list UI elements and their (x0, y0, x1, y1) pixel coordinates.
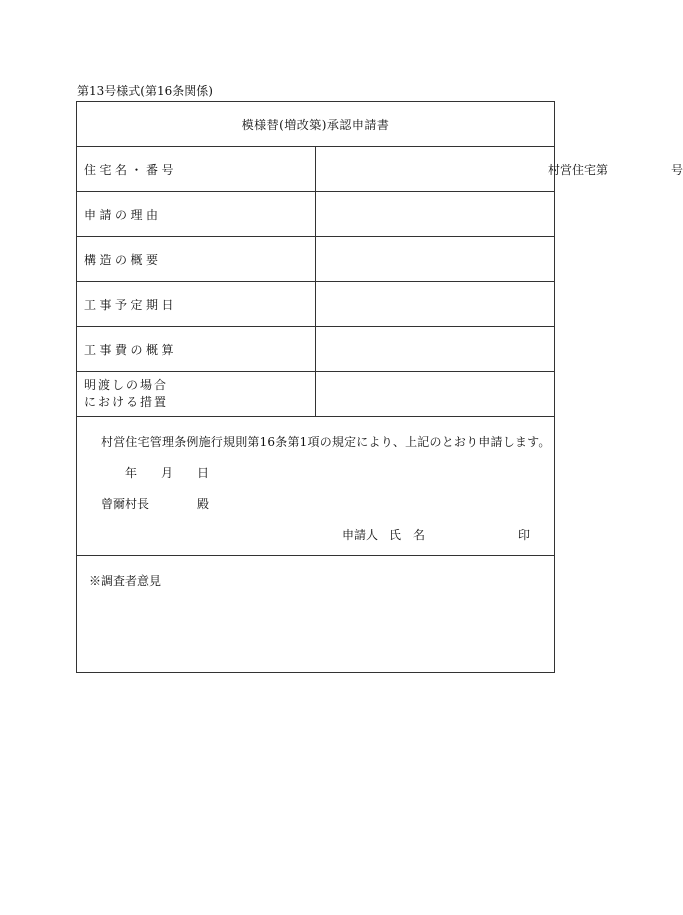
label-scheduled-date: 工事予定期日 (77, 282, 316, 327)
value-scheduled-date[interactable] (316, 282, 555, 327)
addressee-name: 曾爾村長 (101, 497, 150, 511)
housing-prefix: 村営住宅第 (548, 163, 609, 177)
housing-number-field (316, 147, 683, 191)
value-structure-summary[interactable] (316, 237, 555, 282)
label-reason: 申請の理由 (77, 192, 316, 237)
application-form (76, 101, 683, 673)
addressee-line (101, 495, 210, 512)
declaration-row (77, 417, 555, 556)
value-housing-name-number[interactable] (316, 147, 683, 192)
form-row-schedule (77, 282, 555, 327)
declaration-statement: 村営住宅管理条例施行規則第16条第1項の規定により、上記のとおり申請します。 (101, 435, 551, 449)
surveyor-remarks-label: ※調査者意見 (89, 574, 162, 588)
remarks-row (77, 556, 555, 673)
form-row-housing (77, 147, 555, 192)
label-evacuation-line-2: における措置 (84, 395, 169, 409)
surveyor-remarks-section[interactable] (77, 556, 555, 673)
day-label: 日 (197, 466, 210, 480)
month-label: 月 (161, 466, 174, 480)
form-row-structure (77, 237, 555, 282)
label-evacuation-line-1: 明渡しの場合 (84, 378, 169, 392)
form-title: 模様替(増改築)承認申請書 (77, 102, 555, 147)
value-cost-estimate[interactable] (316, 327, 555, 372)
form-number: 第13号様式(第16条関係) (77, 84, 213, 98)
year-label: 年 (125, 466, 138, 480)
label-evacuation-measures (77, 372, 316, 417)
housing-suffix: 号 (671, 163, 683, 177)
title-row (77, 102, 555, 147)
form-row-cost (77, 327, 555, 372)
form-row-evacuation (77, 372, 555, 417)
label-structure-summary: 構造の概要 (77, 237, 316, 282)
label-cost-estimate: 工事費の概算 (77, 327, 316, 372)
label-housing-name-number: 住宅名・番号 (77, 147, 316, 192)
declaration-section (77, 417, 555, 556)
addressee-honorific: 殿 (197, 497, 210, 511)
applicant-name-label: 氏 名 (389, 528, 426, 542)
applicant-label: 申請人 (342, 528, 379, 542)
value-reason[interactable] (316, 192, 555, 237)
value-evacuation-measures[interactable] (316, 372, 555, 417)
form-row-reason (77, 192, 555, 237)
seal-label: 印 (518, 528, 531, 542)
